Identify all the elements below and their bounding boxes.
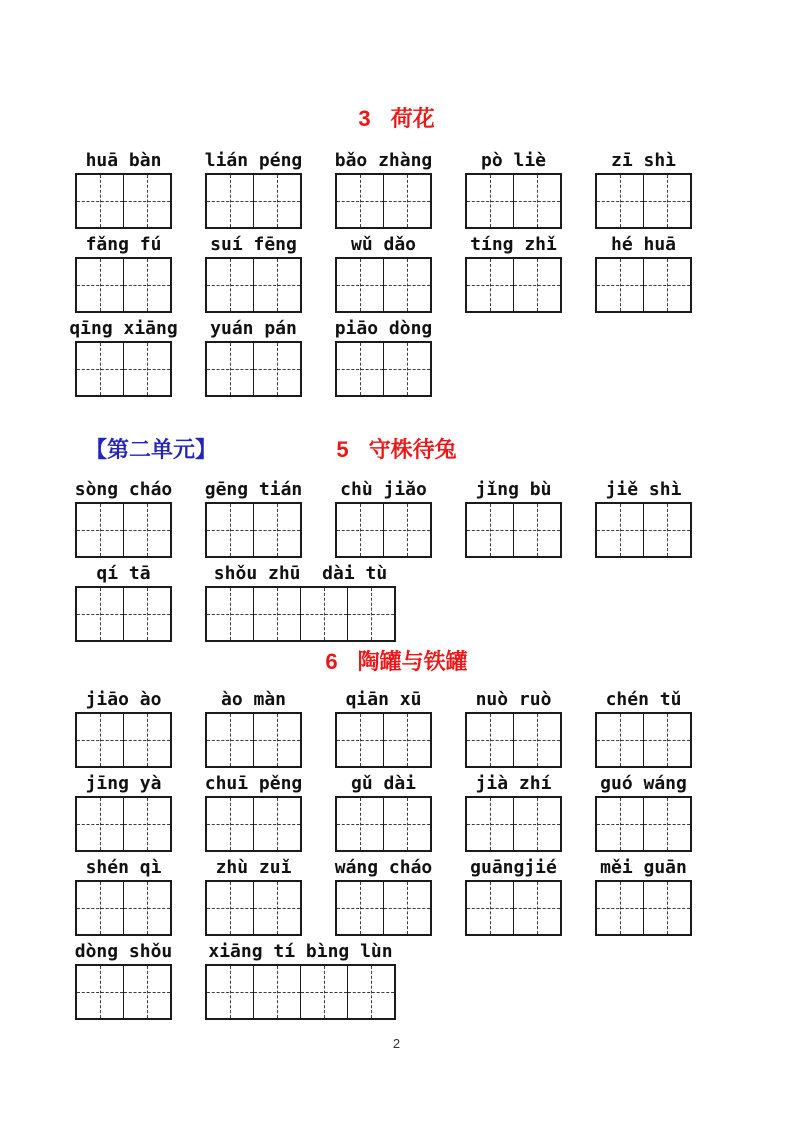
word-item: [205, 773, 335, 852]
grid-cell: [301, 588, 348, 640]
character-grid: [75, 173, 172, 229]
grid-cell: [348, 966, 394, 1018]
pinyin-label: qí tā: [96, 563, 151, 584]
grid-cell: [644, 504, 690, 556]
pinyin-label: shǒu zhū dài tù: [213, 563, 388, 584]
grid-cell: [514, 798, 560, 850]
grid-cell: [337, 798, 384, 850]
pinyin-label: wáng cháo: [334, 857, 433, 878]
character-grid: [465, 880, 562, 936]
character-grid: [75, 341, 172, 397]
word-item: [75, 234, 205, 313]
character-grid: [595, 173, 692, 229]
word-item: [595, 234, 725, 313]
word-row: [0, 318, 793, 397]
pinyin-label: chén tǔ: [605, 689, 682, 710]
grid-cell: [644, 882, 690, 934]
word-item: [595, 773, 725, 852]
grid-cell: [124, 259, 170, 311]
grid-cell: [77, 175, 124, 227]
pinyin-label: bǎo zhàng: [334, 150, 433, 171]
character-grid: [205, 173, 302, 229]
grid-cell: [77, 343, 124, 395]
pinyin-label: měi guān: [600, 857, 687, 878]
grid-cell: [467, 504, 514, 556]
word-item: [465, 479, 595, 558]
grid-cell: [124, 966, 170, 1018]
word-item: [335, 689, 465, 768]
grid-cell: [597, 882, 644, 934]
grid-cell: [337, 504, 384, 556]
worksheet-sections: [0, 104, 793, 1020]
character-grid: [75, 964, 172, 1020]
section-header: [0, 647, 793, 677]
pinyin-label: piāo dòng: [334, 318, 433, 339]
grid-cell: [301, 966, 348, 1018]
lesson-number: 6: [325, 649, 338, 674]
character-grid: [205, 341, 302, 397]
character-grid: [465, 502, 562, 558]
word-item: [465, 689, 595, 768]
lesson-section: [0, 647, 793, 1020]
grid-cell: [467, 259, 514, 311]
character-grid: [595, 880, 692, 936]
word-item: [205, 563, 465, 642]
grid-cell: [384, 259, 430, 311]
grid-cell: [597, 798, 644, 850]
grid-cell: [337, 343, 384, 395]
grid-cell: [207, 882, 254, 934]
character-grid: [465, 712, 562, 768]
pinyin-label: zhù zuǐ: [215, 857, 292, 878]
character-grid: [205, 502, 302, 558]
character-grid: [205, 257, 302, 313]
pinyin-label: chù jiǎo: [340, 479, 427, 500]
character-grid: [335, 257, 432, 313]
grid-cell: [77, 714, 124, 766]
grid-cell: [597, 259, 644, 311]
pinyin-label: xiāng tí bìng lùn: [208, 941, 393, 962]
character-grid: [465, 173, 562, 229]
section-header: [0, 435, 793, 465]
character-grid: [335, 796, 432, 852]
pinyin-label: hé huā: [610, 234, 677, 255]
grid-cell: [467, 882, 514, 934]
grid-cell: [77, 259, 124, 311]
character-grid: [75, 257, 172, 313]
lesson-title: [358, 104, 434, 134]
word-row: [0, 234, 793, 313]
word-item: [595, 479, 725, 558]
grid-cell: [337, 714, 384, 766]
word-row: [0, 773, 793, 852]
grid-cell: [124, 798, 170, 850]
character-grid: [595, 257, 692, 313]
grid-cell: [254, 966, 301, 1018]
grid-cell: [124, 714, 170, 766]
grid-cell: [337, 259, 384, 311]
word-row: [0, 150, 793, 229]
character-grid: [335, 341, 432, 397]
grid-cell: [514, 504, 560, 556]
word-item: [465, 857, 595, 936]
grid-cell: [644, 798, 690, 850]
grid-cell: [254, 798, 300, 850]
word-item: [75, 857, 205, 936]
grid-cell: [207, 966, 254, 1018]
grid-cell: [207, 588, 254, 640]
grid-cell: [384, 714, 430, 766]
word-item: [595, 150, 725, 229]
grid-cell: [514, 175, 560, 227]
character-grid: [335, 880, 432, 936]
word-item: [335, 150, 465, 229]
pinyin-label: wǔ dǎo: [350, 234, 417, 255]
word-row: [0, 857, 793, 936]
lesson-name: 荷花: [390, 106, 435, 131]
grid-cell: [124, 343, 170, 395]
lesson-number: 5: [336, 437, 349, 462]
word-item: [595, 689, 725, 768]
grid-cell: [467, 798, 514, 850]
character-grid: [205, 586, 396, 642]
grid-cell: [207, 175, 254, 227]
pinyin-label: lián péng: [204, 150, 303, 171]
pinyin-label: fǎng fú: [85, 234, 162, 255]
word-item: [205, 941, 465, 1020]
grid-cell: [644, 175, 690, 227]
pinyin-label: jīng yà: [85, 773, 162, 794]
pinyin-label: ào màn: [220, 689, 287, 710]
pinyin-label: yuán pán: [210, 318, 297, 339]
word-item: [75, 689, 205, 768]
character-grid: [335, 173, 432, 229]
pinyin-label: jiě shì: [605, 479, 682, 500]
word-item: [335, 773, 465, 852]
pinyin-label: jià zhí: [475, 773, 552, 794]
grid-cell: [514, 882, 560, 934]
grid-cell: [254, 882, 300, 934]
grid-cell: [254, 259, 300, 311]
word-row: [0, 689, 793, 768]
character-grid: [75, 502, 172, 558]
word-item: [595, 857, 725, 936]
grid-cell: [207, 259, 254, 311]
character-grid: [595, 502, 692, 558]
word-item: [205, 234, 335, 313]
lesson-name: 守株待兔: [368, 437, 457, 462]
grid-cell: [644, 259, 690, 311]
pinyin-label: tíng zhǐ: [470, 234, 557, 255]
word-item: [205, 689, 335, 768]
grid-cell: [124, 882, 170, 934]
word-row: [0, 941, 793, 1020]
word-item: [335, 318, 465, 397]
grid-cell: [77, 588, 124, 640]
grid-cell: [384, 175, 430, 227]
word-row: [0, 563, 793, 642]
lesson-section: [0, 435, 793, 642]
pinyin-label: huā bàn: [85, 150, 162, 171]
pinyin-label: sòng cháo: [74, 479, 173, 500]
grid-cell: [384, 343, 430, 395]
pinyin-label: gēng tián: [204, 479, 303, 500]
pinyin-label: pò liè: [480, 150, 547, 171]
word-item: [75, 150, 205, 229]
character-grid: [75, 880, 172, 936]
grid-cell: [467, 175, 514, 227]
grid-cell: [644, 714, 690, 766]
word-item: [69, 318, 205, 397]
grid-cell: [514, 259, 560, 311]
character-grid: [205, 796, 302, 852]
character-grid: [335, 712, 432, 768]
character-grid: [75, 796, 172, 852]
grid-cell: [207, 798, 254, 850]
word-item: [75, 941, 205, 1020]
character-grid: [595, 712, 692, 768]
word-item: [335, 479, 465, 558]
grid-cell: [124, 504, 170, 556]
pinyin-label: gǔ dài: [350, 773, 417, 794]
word-item: [465, 773, 595, 852]
grid-cell: [124, 588, 170, 640]
word-item: [205, 318, 335, 397]
word-item: [205, 479, 335, 558]
word-row: [0, 479, 793, 558]
character-grid: [205, 964, 396, 1020]
character-grid: [205, 712, 302, 768]
pinyin-label: guó wáng: [600, 773, 687, 794]
unit-label: 【第二单元】: [85, 437, 218, 462]
lesson-title: [325, 647, 467, 677]
character-grid: [75, 586, 172, 642]
pinyin-label: qīng xiāng: [69, 318, 178, 339]
grid-cell: [337, 175, 384, 227]
pinyin-label: jǐng bù: [475, 479, 552, 500]
pinyin-label: nuò ruò: [475, 689, 552, 710]
lesson-title: [336, 435, 456, 465]
grid-cell: [254, 588, 301, 640]
character-grid: [465, 796, 562, 852]
word-item: [205, 857, 335, 936]
grid-cell: [348, 588, 394, 640]
character-grid: [75, 712, 172, 768]
word-item: [205, 150, 335, 229]
grid-cell: [77, 798, 124, 850]
grid-cell: [207, 504, 254, 556]
pinyin-label: jiāo ào: [85, 689, 162, 710]
word-item: [75, 773, 205, 852]
page-number: 2: [392, 1036, 401, 1051]
grid-cell: [77, 966, 124, 1018]
grid-cell: [254, 343, 300, 395]
grid-cell: [384, 504, 430, 556]
word-item: [465, 234, 595, 313]
grid-cell: [337, 882, 384, 934]
pinyin-label: zī shì: [610, 150, 677, 171]
grid-cell: [597, 504, 644, 556]
pinyin-label: shén qì: [85, 857, 162, 878]
grid-cell: [77, 882, 124, 934]
grid-cell: [384, 798, 430, 850]
pinyin-label: qiān xū: [345, 689, 422, 710]
word-item: [75, 563, 205, 642]
grid-cell: [207, 714, 254, 766]
word-item: [335, 857, 465, 936]
grid-cell: [254, 175, 300, 227]
character-grid: [465, 257, 562, 313]
pinyin-label: chuī pěng: [204, 773, 303, 794]
word-item: [335, 234, 465, 313]
section-header: [0, 104, 793, 134]
grid-cell: [514, 714, 560, 766]
pinyin-label: suí fēng: [210, 234, 297, 255]
grid-cell: [254, 714, 300, 766]
word-item: [75, 479, 205, 558]
pinyin-label: guāngjié: [470, 857, 557, 878]
word-item: [465, 150, 595, 229]
grid-cell: [467, 714, 514, 766]
character-grid: [595, 796, 692, 852]
grid-cell: [597, 175, 644, 227]
character-grid: [335, 502, 432, 558]
lesson-name: 陶罐与铁罐: [357, 649, 468, 674]
lesson-number: 3: [358, 106, 371, 131]
grid-cell: [124, 175, 170, 227]
grid-cell: [207, 343, 254, 395]
grid-cell: [384, 882, 430, 934]
grid-cell: [597, 714, 644, 766]
grid-cell: [254, 504, 300, 556]
grid-cell: [77, 504, 124, 556]
character-grid: [205, 880, 302, 936]
lesson-section: [0, 104, 793, 397]
pinyin-label: dòng shǒu: [74, 941, 173, 962]
